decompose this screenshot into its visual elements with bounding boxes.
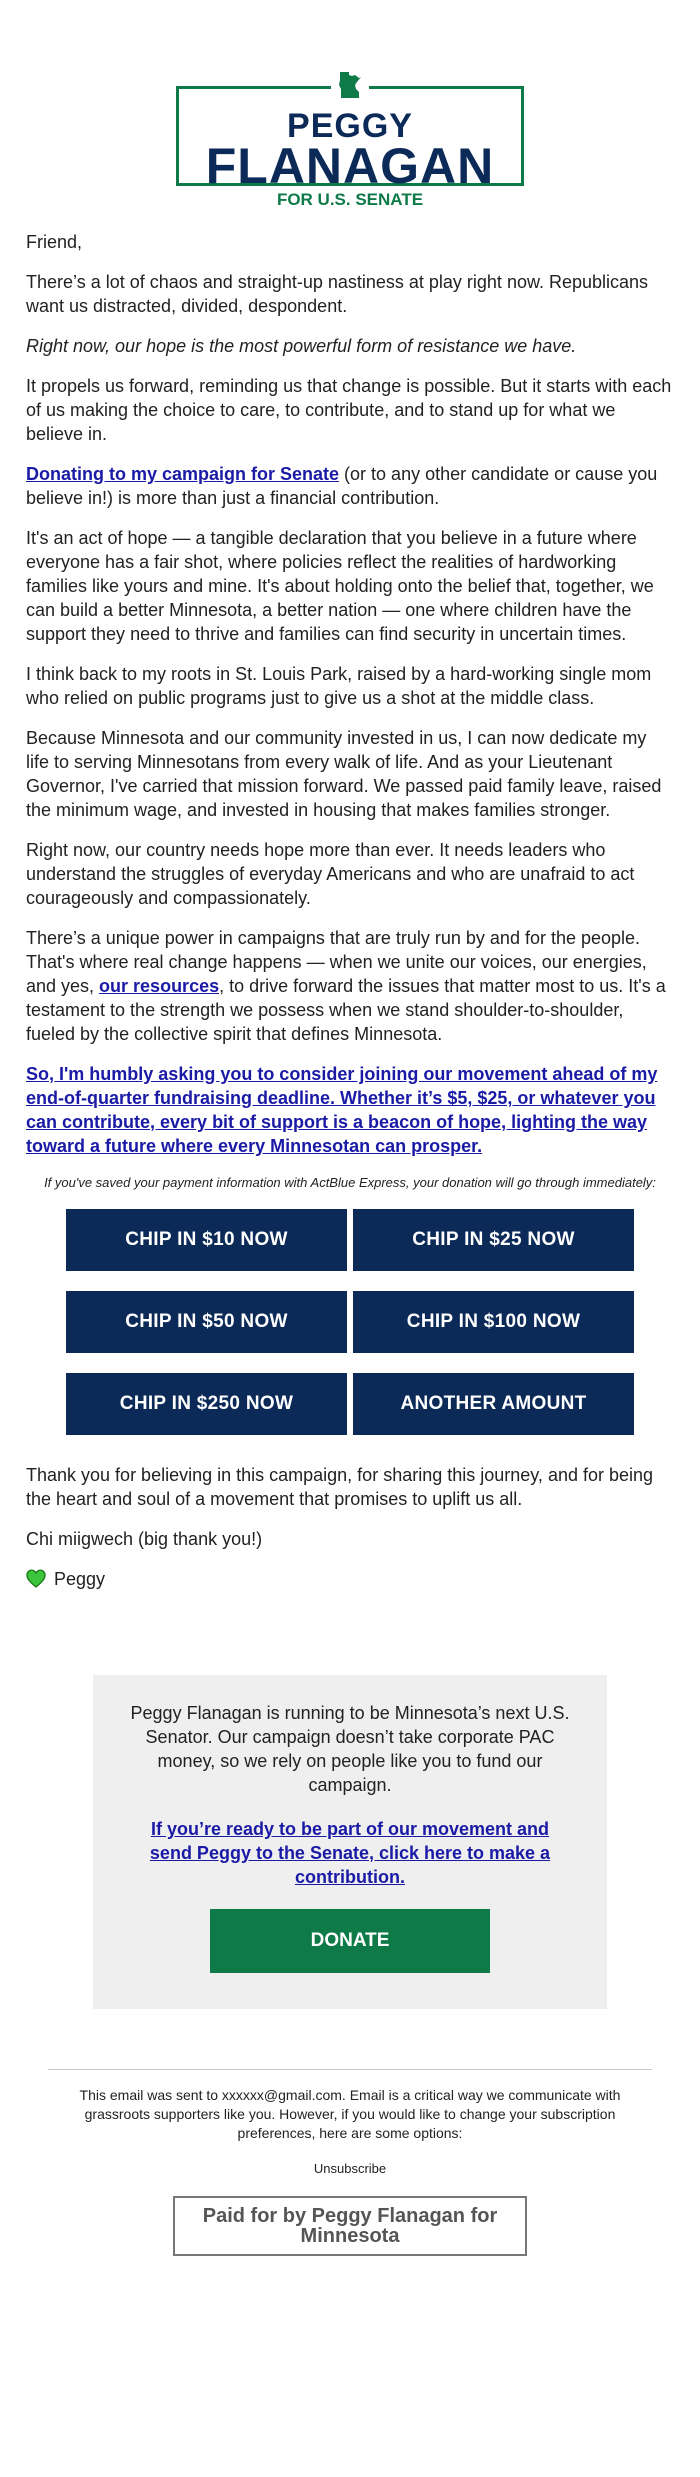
- panel-contribution-link[interactable]: If you’re ready to be part of our movement and send Peggy to the Senate, click here to make a contribution.: [149, 1819, 551, 1887]
- actblue-express-note: If you've saved your payment information with ActBlue Express, your donation will go through immediately:: [44, 1175, 656, 1190]
- footer: [50, 2086, 650, 2256]
- chip-in-10-button[interactable]: CHIP IN $10 NOW: [66, 1209, 347, 1271]
- green-heart-icon: [26, 1569, 46, 1589]
- footer-divider: [48, 2069, 652, 2070]
- signature-name: Peggy: [54, 1569, 106, 1589]
- letter-body: [0, 230, 700, 1158]
- donation-button-grid: [66, 1209, 634, 1435]
- chip-in-50-button[interactable]: CHIP IN $50 NOW: [66, 1291, 347, 1353]
- donate-campaign-link[interactable]: Donating to my campaign for Senate: [26, 464, 340, 484]
- footer-notice: This email was sent to xxxxxx@gmail.com. Email is a critical way we communicate with grassroots supporters like you. However, if you would like to change your subscription preferences, here are some options:: [79, 2087, 621, 2141]
- another-amount-button[interactable]: ANOTHER AMOUNT: [353, 1373, 634, 1435]
- paragraph-hope: [26, 334, 674, 358]
- our-resources-link[interactable]: our resources: [99, 976, 220, 996]
- chip-in-250-button[interactable]: CHIP IN $250 NOW: [66, 1373, 347, 1435]
- logo-first-name: PEGGY: [287, 107, 413, 145]
- greeting: Friend,: [26, 232, 83, 252]
- signature: [26, 1567, 674, 1591]
- panel-text: Peggy Flanagan is running to be Minnesota’s next U.S. Senator. Our campaign doesn’t take corporate PAC money, so we rely on people like you to fund our campaign.: [130, 1703, 570, 1795]
- paid-for-box: Paid for by Peggy Flanagan for Minnesota: [173, 2196, 527, 2256]
- unsubscribe-link[interactable]: Unsubscribe: [313, 2161, 387, 2176]
- paragraph-unique-power-start: There’s a unique power in campaigns that are truly run by and for the people. That's where real change happens — when we unite our voices, our energies, and yes,: [26, 928, 647, 996]
- paragraph-unique-power-end: , to drive forward the issues that matter most to us. It's a testament to the strength we possess when we stand shoulder-to-shoulder, fueled by the collective spirit that defines Minnesota.: [26, 976, 666, 1044]
- closing-section: [0, 1463, 700, 1591]
- chip-in-25-button[interactable]: CHIP IN $25 NOW: [353, 1209, 634, 1271]
- panel-link-wrap: [129, 1817, 571, 1889]
- paragraph-miigwech: Chi miigwech (big thank you!): [26, 1529, 263, 1549]
- campaign-logo: [176, 86, 524, 209]
- paragraph-roots: I think back to my roots in St. Louis Park, raised by a hard-working single mom who relied on public programs just to give us a shot at the middle class.: [26, 664, 652, 708]
- paragraph-country-needs: Right now, our country needs hope more than ever. It needs leaders who understand the struggles of everyday Americans and who are unafraid to act courageously and compassionately.: [26, 840, 635, 908]
- paragraph-invested: Because Minnesota and our community invested in us, I can now dedicate my life to serving Minnesotans from every walk of life. And as your Lieutenant Governor, I've carried that mission forward. We passed paid family leave, raised the minimum wage, and invested in housing that makes families stronger.: [26, 728, 662, 820]
- donate-button[interactable]: DONATE: [210, 1909, 490, 1973]
- logo-last-name: FLANAGAN: [205, 138, 495, 194]
- minnesota-state-icon: [331, 71, 369, 104]
- chip-in-100-button[interactable]: CHIP IN $100 NOW: [353, 1291, 634, 1353]
- paragraph-act-of-hope: It's an act of hope — a tangible declaration that you believe in a future where everyone has a fair shot, where policies reflect the realities of hardworking families like yours and mine. It's about holding onto the belief that, together, we can build a better Minnesota, a better nation — one where children have the support they need to thrive and families can find security in uncertain times.: [26, 528, 654, 644]
- paragraph-propels: It propels us forward, reminding us that change is possible. But it starts with each of us making the choice to care, to contribute, and to stand up for what we believe in.: [26, 376, 672, 444]
- paragraph-donating: [26, 462, 674, 510]
- logo-tagline: FOR U.S. SENATE: [276, 190, 424, 209]
- fundraising-ask-link[interactable]: So, I'm humbly asking you to consider joining our movement ahead of my end-of-quarter fundraising deadline. Whether it’s $5, $25, or whatever you can contribute, every bit of support is a beacon of hope, lighting the way toward a future where every Minnesotan can prosper.: [26, 1064, 658, 1156]
- paragraph-chaos: There’s a lot of chaos and straight-up nastiness at play right now. Republicans want us distracted, divided, despondent.: [26, 272, 649, 316]
- paragraph-hope-text: Right now, our hope is the most powerful form of resistance we have.: [26, 336, 577, 356]
- paragraph-donating-rest: (or to any other candidate or cause you believe in!) is more than just a financial contribution.: [26, 464, 658, 508]
- paragraph-unique-power: [26, 926, 674, 1046]
- campaign-info-panel: [93, 1675, 607, 2009]
- paragraph-thank-you: Thank you for believing in this campaign, for sharing this journey, and for being the heart and soul of a movement that promises to uplift us all.: [26, 1465, 654, 1509]
